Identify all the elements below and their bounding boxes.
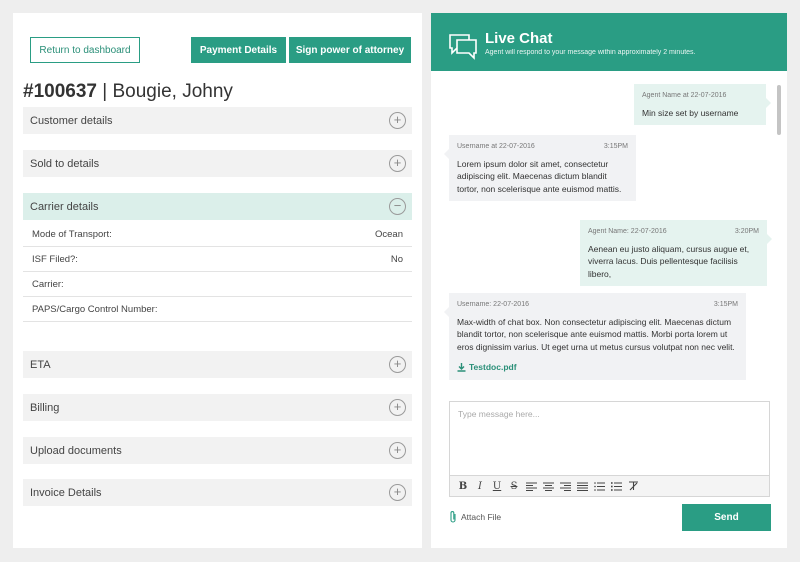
align-right-icon[interactable] <box>558 479 572 493</box>
expand-icon[interactable]: + <box>389 155 406 172</box>
message-meta: Username at 22-07-2016 <box>457 143 535 150</box>
message-time: 3:15PM <box>713 301 738 308</box>
message-text: Max-width of chat box. Non consectetur adipiscing elit. Maecenas dictum blandit tortor, non scelerisque ante euismod mattis. Morbi porta lorem ut eros dignissim varius. Ut eget urna ut metus cursus volutpat non nec velit. <box>457 316 735 352</box>
collapse-icon[interactable]: − <box>389 198 406 215</box>
section-invoice-details[interactable] <box>23 479 412 506</box>
message-text: Aenean eu justo aliquam, cursus augue et, viverra lacus. Duis pellentesque facilisis libero, <box>588 243 750 279</box>
message-text: Lorem ipsum dolor sit amet, consectetur adipiscing elit. Maecenas dictum blandit tortor, non scelerisque ante euismod mattis. <box>457 158 622 194</box>
send-button[interactable]: Send <box>682 504 771 531</box>
page-title <box>23 81 233 103</box>
live-chat-panel <box>431 13 787 548</box>
chat-message-agent <box>634 84 766 125</box>
align-center-icon[interactable] <box>541 479 555 493</box>
message-meta: Username: 22-07-2016 <box>457 301 529 308</box>
attachment-name: Testdoc.pdf <box>469 362 517 372</box>
section-sold-to-details[interactable] <box>23 150 412 177</box>
expand-icon[interactable]: + <box>389 399 406 416</box>
chat-message-user <box>449 293 746 380</box>
chat-title: Live Chat <box>485 30 553 47</box>
section-label: Sold to details <box>30 157 100 170</box>
chat-message-agent <box>580 220 767 286</box>
section-upload-documents[interactable] <box>23 437 412 464</box>
download-icon <box>457 363 466 372</box>
chat-header <box>431 13 787 71</box>
section-eta[interactable] <box>23 351 412 378</box>
field-value: Ocean <box>375 228 403 240</box>
chat-scrollbar[interactable] <box>777 85 781 135</box>
carrier-field-row <box>23 222 412 247</box>
italic-button[interactable]: I <box>478 480 482 492</box>
order-number: #100637 <box>23 81 97 102</box>
bullet-list-icon[interactable] <box>609 479 623 493</box>
chat-subtitle: Agent will respond to your message within approximately 2 minutes. <box>485 49 696 56</box>
align-justify-icon[interactable] <box>575 479 589 493</box>
paperclip-icon <box>449 511 457 523</box>
section-label: Carrier details <box>30 200 99 213</box>
editor-toolbar <box>450 475 769 496</box>
return-to-dashboard-button[interactable]: Return to dashboard <box>30 37 140 63</box>
section-label: ETA <box>30 358 51 371</box>
expand-icon[interactable]: + <box>389 484 406 501</box>
expand-icon[interactable]: + <box>389 442 406 459</box>
field-label: PAPS/Cargo Control Number: <box>32 303 158 315</box>
section-label: Invoice Details <box>30 486 102 499</box>
chat-messages[interactable] <box>431 71 787 393</box>
section-label: Upload documents <box>30 444 122 457</box>
section-customer-details[interactable] <box>23 107 412 134</box>
message-time: 3:15PM <box>603 143 628 150</box>
section-billing[interactable] <box>23 394 412 421</box>
carrier-field-row <box>23 272 412 297</box>
order-panel <box>13 13 422 548</box>
section-carrier-details[interactable] <box>23 193 412 220</box>
section-label: Billing <box>30 401 60 414</box>
customer-name: Bougie, Johny <box>112 81 233 102</box>
field-label: Carrier: <box>32 278 64 290</box>
expand-icon[interactable]: + <box>389 356 406 373</box>
message-time: 3:20PM <box>734 228 759 235</box>
message-meta: Agent Name: 22-07-2016 <box>588 228 667 235</box>
attachment-link[interactable] <box>457 361 738 374</box>
message-meta: Agent Name at 22-07-2016 <box>642 92 727 99</box>
strikethrough-button[interactable]: S <box>510 480 518 492</box>
sign-power-of-attorney-button[interactable]: Sign power of attorney <box>289 37 411 63</box>
field-label: Mode of Transport: <box>32 228 112 240</box>
bold-button[interactable]: B <box>458 480 468 492</box>
title-separator: | <box>102 81 108 102</box>
chat-message-user <box>449 135 636 201</box>
message-text: Min size set by username <box>642 107 739 118</box>
ordered-list-icon[interactable] <box>592 479 606 493</box>
message-editor <box>449 401 770 497</box>
attach-file-button[interactable] <box>449 511 501 523</box>
underline-button[interactable]: U <box>492 480 502 492</box>
section-label: Customer details <box>30 114 113 127</box>
field-label: ISF Filed?: <box>32 253 78 265</box>
payment-details-button[interactable]: Payment Details <box>191 37 286 63</box>
align-left-icon[interactable] <box>524 479 538 493</box>
expand-icon[interactable]: + <box>389 112 406 129</box>
chat-bubbles-icon <box>449 32 485 60</box>
attach-file-label: Attach File <box>461 512 502 522</box>
clear-format-icon[interactable] <box>626 479 640 493</box>
field-value: No <box>390 253 403 265</box>
message-input[interactable] <box>450 402 769 476</box>
carrier-field-row <box>23 247 412 272</box>
carrier-field-row <box>23 297 412 322</box>
